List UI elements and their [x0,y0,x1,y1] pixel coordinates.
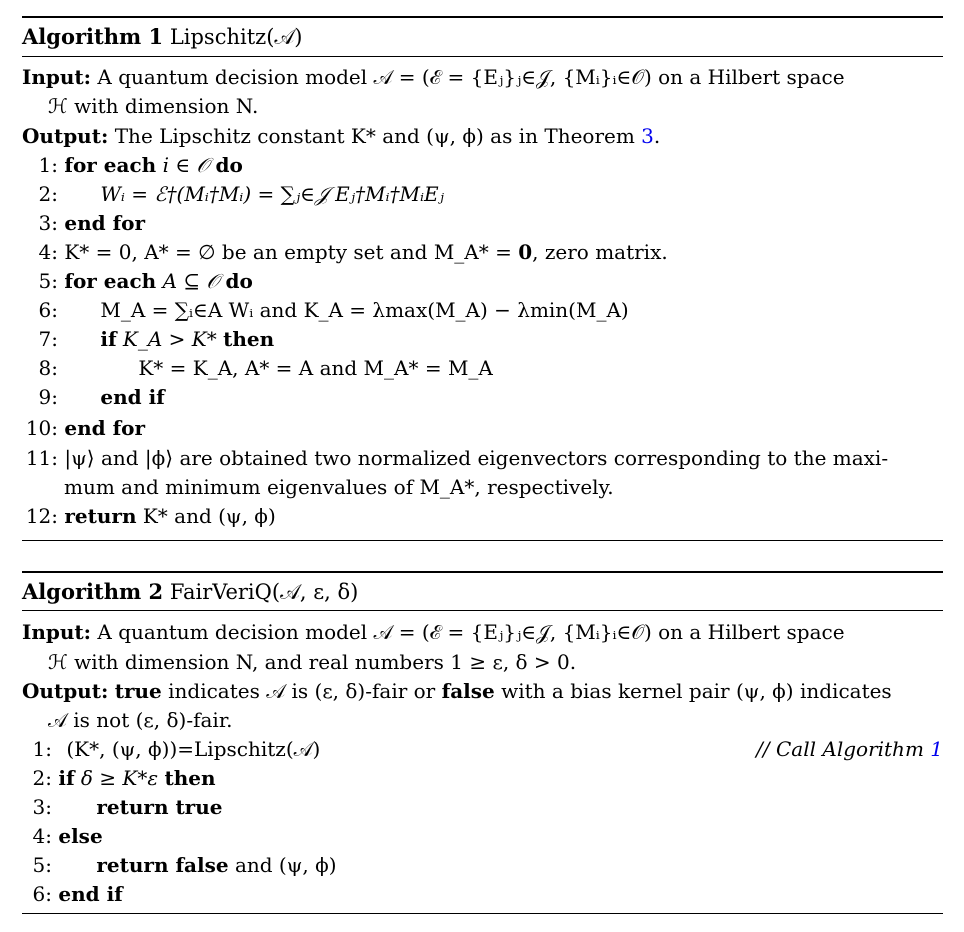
text-span: A ⊆ 𝒪 [156,269,226,293]
line-number: 4: [32,824,52,848]
text-span: M_A = ∑ᵢ∈A Wᵢ and K_A = λmax(M_A) − λmin(M_A) [100,298,629,322]
text-span: return true [96,795,223,819]
text-span: do [215,153,243,177]
text-span: Output: [22,679,109,703]
text-span: FairVeriQ(𝒜, ε, δ) [169,580,359,604]
input-line [22,618,943,647]
top-rule [22,571,943,573]
text-span: A quantum decision model 𝒜 = (ℰ = {Eⱼ}ⱼ∈𝒥, {Mᵢ}ᵢ∈𝒪) on a Hilbert space [97,65,845,89]
line-number: 1: [32,737,52,761]
text-span: |ψ⟩ and |ϕ⟩ are obtained two normalized eigenvectors corresponding to the maxi- [64,446,889,470]
text-span: end if [58,882,123,906]
line-number: 2: [32,766,52,790]
text-span: else [58,824,103,848]
text-span: The Lipschitz constant K* and (ψ, ϕ) as in Theorem [114,124,642,148]
text-span: for each [64,153,157,177]
text-span: end if [100,385,165,409]
text-span: i ∈ 𝒪 [156,153,216,177]
step-3 [22,793,943,822]
text-span: Wᵢ = ℰ†(Mᵢ†Mᵢ) = ∑ⱼ∈𝒥 Eⱼ†Mᵢ†MᵢEⱼ [100,182,444,206]
text-span: K* and (ψ, ϕ) [136,504,276,528]
line-number: 7: [38,327,58,351]
line-number: 10: [25,416,58,440]
text-span: for each [64,269,157,293]
text-span: ℋ with dimension N. [48,94,259,118]
text-span: if [100,327,117,351]
text-span: Algorithm 1 [22,24,164,49]
text-span: mum and minimum eigenvalues of M_A*, respectively. [64,475,614,499]
line-number: 8: [38,356,58,380]
output-line [22,677,943,706]
output-line-cont [22,706,964,735]
text-span: (K*, (ψ, ϕ))=Lipschitz(𝒜) [66,737,321,761]
step-1 [22,735,943,764]
line-number: 12: [25,504,58,528]
line-number: 5: [38,269,58,293]
text-span: Input: [22,620,92,644]
text-span: with a bias kernel pair (ψ, ϕ) indicates [494,679,892,703]
text-span: if [58,766,75,790]
text-span: return [64,504,137,528]
bottom-rule [22,913,943,914]
text-span: K* = K_A, A* = A and M_A* = M_A [138,356,493,380]
text-span: ℋ with dimension N, and real numbers 1 ≥ ε, δ > 0. [48,650,577,674]
comment [756,735,943,764]
algorithm-2-block [22,0,943,932]
step-4 [22,822,943,851]
title-rule [22,610,943,611]
algorithm-ref-link[interactable]: 1 [930,737,943,761]
line-number: 9: [38,385,58,409]
theorem-ref-link[interactable]: 3 [641,124,654,148]
text-span: Input: [22,65,92,89]
line-number: 6: [38,298,58,322]
line-number: 1: [38,153,58,177]
text-span: , zero matrix. [532,240,668,264]
text-span: K_A > K* [116,327,224,351]
text-span: Lipschitz(𝒜) [169,25,303,49]
text-span: A quantum decision model 𝒜 = (ℰ = {Eⱼ}ⱼ∈𝒥, {Mᵢ}ᵢ∈𝒪) on a Hilbert space [97,620,845,644]
text-span: do [225,269,253,293]
step-5 [22,851,943,880]
text-span: δ ≥ K*ε [74,766,165,790]
text-span: return false [96,853,229,877]
text-span: end for [64,211,146,235]
text-span: 0 [518,240,533,264]
input-line-cont [22,648,964,677]
text-span: false [441,679,495,703]
text-span: . [653,124,661,148]
text-span: K* = 0, A* = ∅ be an empty set and M_A* = [64,240,519,264]
text-span: and (ψ, ϕ) [228,853,337,877]
text-span: then [164,766,216,790]
line-number: 11: [25,446,58,470]
text-span: end for [64,416,146,440]
line-number: 4: [38,240,58,264]
text-span: then [223,327,275,351]
text-span: Algorithm 2 [22,579,164,604]
line-number: 6: [32,882,52,906]
text-span: true [114,679,162,703]
line-number: 2: [38,182,58,206]
step-6 [22,880,943,909]
algorithm-2-title [22,577,943,607]
line-number: 5: [32,853,52,877]
text-span: indicates 𝒜 is (ε, δ)-fair or [161,679,442,703]
text-span: Output: [22,124,109,148]
step-2 [22,764,943,793]
text-span: 𝒜 is not (ε, δ)-fair. [48,708,233,732]
line-number: 3: [32,795,52,819]
text-span: // Call Algorithm [756,737,931,761]
line-number: 3: [38,211,58,235]
